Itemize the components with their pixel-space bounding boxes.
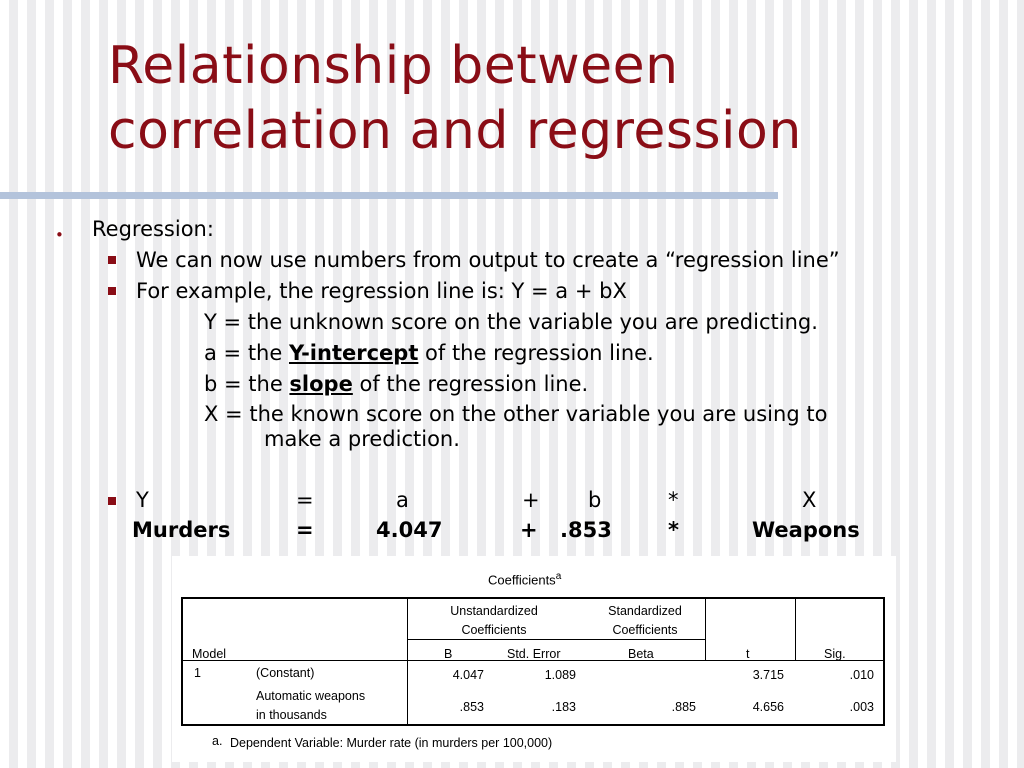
cell-weapons-se: .183: [551, 700, 576, 714]
eq-plus: +: [522, 488, 540, 512]
col-sig: Sig.: [824, 647, 846, 661]
table-title-footnote-mark: a: [555, 571, 562, 582]
eq-equals-2: =: [296, 518, 314, 542]
eq-times-2: *: [668, 518, 679, 542]
table-col-divider: [795, 597, 796, 661]
coefficients-table: [172, 556, 896, 762]
title-line-1: Relationship between: [108, 36, 679, 96]
square-bullet-icon: [108, 256, 116, 264]
definition-a-suffix: of the regression line.: [418, 341, 654, 365]
col-std-error: Std. Error: [507, 647, 561, 661]
definition-b-prefix: b = the: [204, 372, 290, 396]
term-slope: slope: [289, 372, 353, 396]
header-standardized: Standardized: [608, 604, 682, 618]
row-weapons-label-1: Automatic weapons: [256, 689, 366, 703]
table-top-border: [181, 597, 885, 599]
cell-weapons-beta: .885: [671, 700, 696, 714]
col-t: t: [746, 647, 750, 661]
col-beta: Beta: [628, 647, 654, 661]
table-bottom-border: [181, 724, 885, 726]
col-b: B: [444, 647, 453, 661]
footnote-text: Dependent Variable: Murder rate (in murders per 100,000): [230, 736, 553, 750]
definition-a-prefix: a = the: [204, 341, 289, 365]
cell-constant-t: 3.715: [752, 668, 784, 682]
table-right-border: [883, 597, 885, 726]
equation-symbolic: [0, 487, 1024, 513]
row-weapons-label-2: in thousands: [256, 708, 327, 722]
eq-intercept-value: 4.047: [376, 518, 443, 542]
term-y-intercept: Y-intercept: [288, 341, 419, 365]
definition-y: Y = the unknown score on the variable you are predicting.: [204, 310, 818, 334]
eq-y: Y: [136, 488, 149, 512]
cell-constant-b: 4.047: [452, 668, 484, 682]
table-title: [488, 571, 561, 587]
title-divider: [0, 192, 778, 199]
cell-weapons-sig: .003: [849, 700, 874, 714]
sub-bullet-regression-line: We can now use numbers from output to create a “regression line”: [136, 248, 840, 272]
bullet-regression: Regression:: [92, 217, 214, 241]
eq-b: b: [588, 488, 602, 512]
eq-times: *: [668, 488, 679, 512]
eq-a: a: [396, 488, 409, 512]
row-constant-label: (Constant): [256, 666, 315, 680]
cell-weapons-b: .853: [459, 700, 484, 714]
eq-plus-2: +: [520, 518, 538, 542]
table-col-divider: [705, 597, 706, 661]
col-model: Model: [192, 647, 227, 661]
row-model-number: 1: [194, 666, 201, 680]
table-group-divider: [407, 639, 705, 640]
footnote-mark: a.: [212, 734, 223, 748]
definition-a: [204, 340, 654, 366]
header-unstandardized: Unstandardized: [450, 604, 538, 618]
eq-slope-value: .853: [560, 518, 612, 542]
eq-equals: =: [296, 488, 314, 512]
table-title-text: Coefficients: [488, 572, 556, 588]
bullet-dot-icon: •: [55, 226, 64, 244]
title-line-2: correlation and regression: [108, 101, 802, 161]
sub-bullet-example: For example, the regression line is: Y = a + bX: [136, 279, 627, 303]
cell-constant-se: 1.089: [544, 668, 576, 682]
definition-x-line-2: make a prediction.: [264, 427, 460, 451]
header-standardized-coefficients: Coefficients: [612, 623, 678, 637]
slide-title: [108, 34, 802, 164]
definition-x-line-1: X = the known score on the other variable you are using to: [204, 402, 828, 426]
square-bullet-icon: [108, 287, 116, 295]
definition-b: [204, 371, 588, 397]
definition-b-suffix: of the regression line.: [352, 372, 589, 396]
equation-numeric: [0, 517, 1024, 543]
header-unstandardized-coefficients: Coefficients: [461, 623, 527, 637]
eq-weapons: Weapons: [752, 518, 860, 542]
eq-x: X: [802, 488, 817, 512]
cell-weapons-t: 4.656: [752, 700, 784, 714]
eq-murders: Murders: [132, 518, 231, 542]
table-left-border: [181, 597, 183, 726]
cell-constant-sig: .010: [849, 668, 874, 682]
